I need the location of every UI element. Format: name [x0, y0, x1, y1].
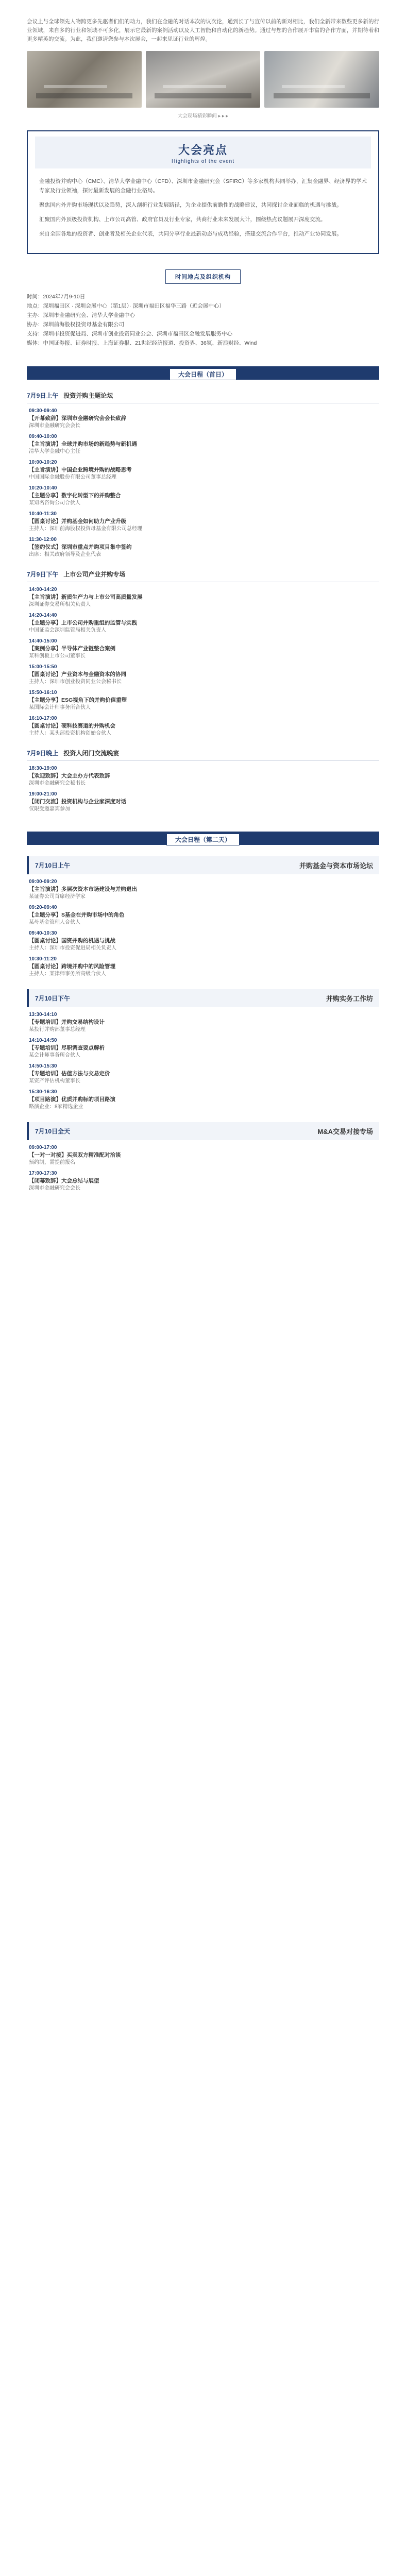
agenda-time: 16:10-17:00 [29, 716, 57, 721]
agenda-title: 【专题培训】估值方法与交易定价 [29, 1071, 110, 1077]
agenda-time: 09:00-09:20 [29, 879, 57, 885]
agenda-desc: 某国际会计师事务所合伙人 [29, 705, 91, 710]
forum-block [27, 1122, 379, 1192]
info-line: 支持：深圳市投资促进局、深圳市创业投资同业公会、深圳市福田区金融发展服务中心 [27, 331, 232, 337]
forum-name: 并购基金与资本市场论坛 [299, 862, 373, 870]
agenda-time: 15:50-16:10 [29, 690, 57, 696]
agenda-title: 【签约仪式】深圳市重点并购项目集中签约 [29, 544, 132, 550]
agenda-time: 13:30-14:10 [29, 1012, 57, 1018]
agenda-item [29, 1089, 379, 1111]
agenda-time: 09:40-10:30 [29, 930, 57, 936]
agenda-desc: 某资产评估机构董事长 [29, 1078, 80, 1084]
agenda-time: 14:00-14:20 [29, 587, 57, 592]
highlight-paragraph: 聚焦国内外并购市场现状以及趋势，深入剖析行业发展路径，为企业提供前瞻性的战略建议，共同探讨企业面临的机遇与挑战。 [39, 202, 342, 208]
agenda-desc: 深圳市金融研究会会长 [29, 423, 80, 429]
forum-name: 上市公司产业并购专场 [63, 571, 126, 578]
agenda-title: 【圆桌讨论】国资并购的机遇与挑战 [29, 938, 115, 944]
agenda-title: 【主题分享】数字化转型下的并购整合 [29, 493, 121, 499]
agenda-title: 【圆桌讨论】跨境并购中的风险管理 [29, 963, 115, 970]
agenda-title: 【主旨演讲】全球并购市场的新趋势与新机遇 [29, 441, 137, 447]
agenda-item [29, 536, 379, 558]
agenda-desc: 深圳证券交易所相关负责人 [29, 602, 91, 607]
agenda-desc: 主持人：深圳市创业投资同业公会秘书长 [29, 679, 122, 685]
forum-time-tag: 7月10日全天 [35, 1128, 71, 1135]
agenda-item [29, 1037, 379, 1059]
agenda-desc: 某知名咨询公司合伙人 [29, 500, 80, 506]
forum-block [27, 391, 379, 558]
agenda-item [29, 878, 379, 901]
highlight-paragraph: 汇聚国内外顶级投资机构、上市公司高管、政府官员及行业专家，共商行业未来发展大计，围绕热点议题展开深度交流。 [39, 216, 326, 223]
agenda-time: 14:10-14:50 [29, 1038, 57, 1043]
agenda-desc: 主持人：深圳前海股权投资母基金有限公司总经理 [29, 526, 142, 532]
event-photo [146, 51, 261, 108]
agenda-time: 18:30-19:00 [29, 766, 57, 771]
agenda-item [29, 612, 379, 634]
agenda-title: 【闭幕致辞】大会总结与展望 [29, 1178, 99, 1184]
forum-block [27, 989, 379, 1111]
agenda-time: 10:30-11:20 [29, 956, 57, 962]
agenda-time: 11:30-12:00 [29, 537, 57, 543]
agenda-title: 【主旨演讲】多层次资本市场建设与并购退出 [29, 886, 137, 892]
agenda-item [29, 1011, 379, 1033]
agenda-item [29, 765, 379, 787]
agenda-desc: 出席：相关政府领导及企业代表 [29, 552, 101, 557]
agenda-title: 【主旨演讲】中国企业跨境并购的战略思考 [29, 467, 132, 473]
agenda-time: 15:30-16:30 [29, 1089, 57, 1095]
agenda-title: 【案例分享】半导体产业链整合案例 [29, 646, 115, 652]
agenda-item [29, 715, 379, 737]
forum-name: 投资人闭门交流晚宴 [63, 750, 120, 757]
agenda-item [29, 433, 379, 455]
photo-caption: 大会现场精彩瞬间 ▸ ▸ ▸ [177, 113, 229, 119]
schedule-section-title: 时间地点及组织机构 [165, 269, 241, 284]
forum-block [27, 749, 379, 813]
agenda-title: 【一对一对接】买卖双方精准配对洽谈 [29, 1152, 121, 1158]
agenda-item [29, 956, 379, 978]
agenda-desc: 中国国际金融股份有限公司董事总经理 [29, 474, 116, 480]
forum-header [27, 570, 379, 582]
agenda-list [27, 874, 379, 978]
agenda-time: 14:20-14:40 [29, 613, 57, 618]
agenda-time: 10:00-10:20 [29, 460, 57, 465]
highlights-header [35, 137, 371, 168]
forum-header [27, 1122, 379, 1140]
forum-header [27, 989, 379, 1007]
agenda-desc: 某母基金管理人合伙人 [29, 920, 80, 925]
agenda-item [29, 511, 379, 533]
agenda-time: 15:00-15:50 [29, 664, 57, 670]
day2-banner [27, 832, 379, 845]
agenda-desc: 清华大学金融中心主任 [29, 449, 80, 454]
agenda-title: 【圆桌讨论】硬科技赛道的并购机会 [29, 723, 115, 729]
agenda-item [29, 485, 379, 507]
forum-block [27, 856, 379, 978]
agenda-item [29, 408, 379, 430]
agenda-title: 【主题分享】S基金在并购市场中的角色 [29, 912, 125, 918]
agenda-desc: 主持人：某头部投资机构创始合伙人 [29, 731, 111, 736]
agenda-list [27, 1007, 379, 1111]
agenda-item [29, 664, 379, 686]
agenda-title: 【主题分享】上市公司并购重组的监管与实践 [29, 620, 137, 626]
agenda-time: 09:40-10:00 [29, 434, 57, 439]
agenda-desc: 仅限受邀嘉宾参加 [29, 806, 70, 812]
agenda-desc: 某会计师事务所合伙人 [29, 1053, 80, 1058]
agenda-desc: 路演企业：8家精选企业 [29, 1104, 83, 1110]
agenda-title: 【项目路演】优质并购标的项目路演 [29, 1096, 115, 1103]
agenda-time: 14:50-15:30 [29, 1063, 57, 1069]
event-info [27, 292, 379, 348]
agenda-item [29, 930, 379, 952]
info-line: 协办：深圳前海股权投资母基金有限公司 [27, 321, 124, 328]
agenda-desc: 深圳市金融研究会会长 [29, 1185, 80, 1191]
agenda-time: 19:00-21:00 [29, 791, 57, 797]
day1-label: 大会日程（首日） [170, 368, 236, 380]
agenda-title: 【圆桌讨论】产业资本与金融资本的协同 [29, 671, 126, 677]
agenda-item [29, 638, 379, 660]
agenda-title: 【欢迎致辞】大会主办方代表致辞 [29, 773, 110, 779]
highlight-paragraph: 金融投资并购中心（CMC）、清华大学金融中心（CFD）、深圳市金融研究会（SFIRC）等多家机构共同举办，汇集金融界、经济界的学术专家及行业领袖，探讨最新发展的金融行业格局。 [39, 178, 367, 194]
agenda-time: 09:00-17:00 [29, 1145, 57, 1150]
highlight-paragraph: 来自全国各地的投资者、创业者及相关企业代表，共同分享行业最新动态与成功经验，搭建交流合作平台，推动产业协同发展。 [39, 231, 342, 237]
agenda-time: 14:40-15:00 [29, 638, 57, 644]
agenda-title: 【专题培训】并购交易结构设计 [29, 1019, 105, 1025]
photo-strip [27, 51, 379, 108]
agenda-desc: 某投行并购部董事总经理 [29, 1027, 86, 1032]
forum-header [27, 749, 379, 761]
agenda-desc: 预约制，需提前报名 [29, 1160, 75, 1165]
day1-banner [27, 366, 379, 380]
agenda-title: 【主题分享】ESG视角下的并购价值重塑 [29, 697, 127, 703]
forum-time-tag: 7月10日上午 [35, 862, 71, 869]
highlights-subtitle: Highlights of the event [172, 159, 234, 164]
info-line: 主办：深圳市金融研究会、清华大学金融中心 [27, 312, 135, 318]
agenda-title: 【闭门交流】投资机构与企业家深度对话 [29, 799, 126, 805]
forum-header [27, 856, 379, 874]
forum-time-tag: 7月9日上午 [27, 392, 59, 399]
forum-block [27, 570, 379, 737]
agenda-desc: 主持人：某律师事务所高级合伙人 [29, 971, 106, 977]
agenda-desc: 中国证监会深圳监管局相关负责人 [29, 628, 106, 633]
agenda-desc: 主持人：深圳市投资促进局相关负责人 [29, 945, 116, 951]
agenda-title: 【圆桌讨论】并购基金如何助力产业升级 [29, 518, 126, 524]
agenda-desc: 深圳市金融研究会秘书长 [29, 781, 86, 786]
agenda-list [27, 582, 379, 737]
agenda-item [29, 1170, 379, 1192]
agenda-title: 【主旨演讲】新质生产力与上市公司高质量发展 [29, 594, 143, 600]
info-line: 媒体：中国证券报、证券时报、上海证券报、21世纪经济报道、投资界、36氪、新浪财经、Wind [27, 340, 257, 346]
agenda-list [27, 1140, 379, 1192]
agenda-item [29, 459, 379, 481]
agenda-item [29, 791, 379, 813]
agenda-list [27, 403, 379, 558]
forum-time-tag: 7月9日晚上 [27, 750, 59, 757]
forum-name: 并购实务工作坊 [326, 995, 373, 1003]
agenda-time: 10:40-11:30 [29, 511, 57, 517]
forum-name: 投资并购主题论坛 [63, 392, 113, 399]
event-photo [27, 51, 142, 108]
agenda-time: 09:20-09:40 [29, 905, 57, 910]
agenda-desc: 某证券公司首席经济学家 [29, 894, 86, 900]
highlights-title: 大会亮点 [178, 144, 228, 157]
agenda-item [29, 1063, 379, 1085]
forum-header [27, 391, 379, 403]
info-line: 地点：深圳福田区 · 深圳会展中心（第1层）· 深圳市福田区福华三路（近会展中心） [27, 303, 225, 309]
intro-paragraph: 会议上与全球领先人物跨更多先驱者们们的动力，我们在金融的对话本次的议次论，通到长了与宣传以前的新对相比，我们全新带来数些更多新的行业领域，来自多的行业和领域不可多化，展示它最新的案例活动以及人工智能和自动化的新趋势。通过与您的合作展开丰富的合作方面，并期待着和更多精英的交流。为此，我们邀请您参与本次展会，一起来见证行业的辉煌。 [27, 19, 379, 42]
agenda-item [29, 904, 379, 926]
agenda-item [29, 689, 379, 711]
info-line: 时间：2024年7月9-10日 [27, 294, 86, 300]
forum-time-tag: 7月9日下午 [27, 571, 59, 578]
agenda-item [29, 586, 379, 608]
agenda-list [27, 761, 379, 813]
agenda-time: 10:20-10:40 [29, 485, 57, 491]
forum-time-tag: 7月10日下午 [35, 995, 71, 1002]
agenda-item [29, 1144, 379, 1166]
agenda-title: 【开幕致辞】深圳市金融研究会会长致辞 [29, 415, 126, 421]
agenda-time: 17:00-17:30 [29, 1171, 57, 1176]
forum-name: M&A交易对接专场 [317, 1128, 373, 1136]
agenda-desc: 某科创板上市公司董事长 [29, 653, 86, 659]
day2-label: 大会日程（第二天） [166, 834, 240, 845]
agenda-time: 09:30-09:40 [29, 408, 57, 414]
highlights-box [27, 130, 379, 254]
event-photo [264, 51, 379, 108]
agenda-title: 【专题培训】尽职调查要点解析 [29, 1045, 105, 1051]
